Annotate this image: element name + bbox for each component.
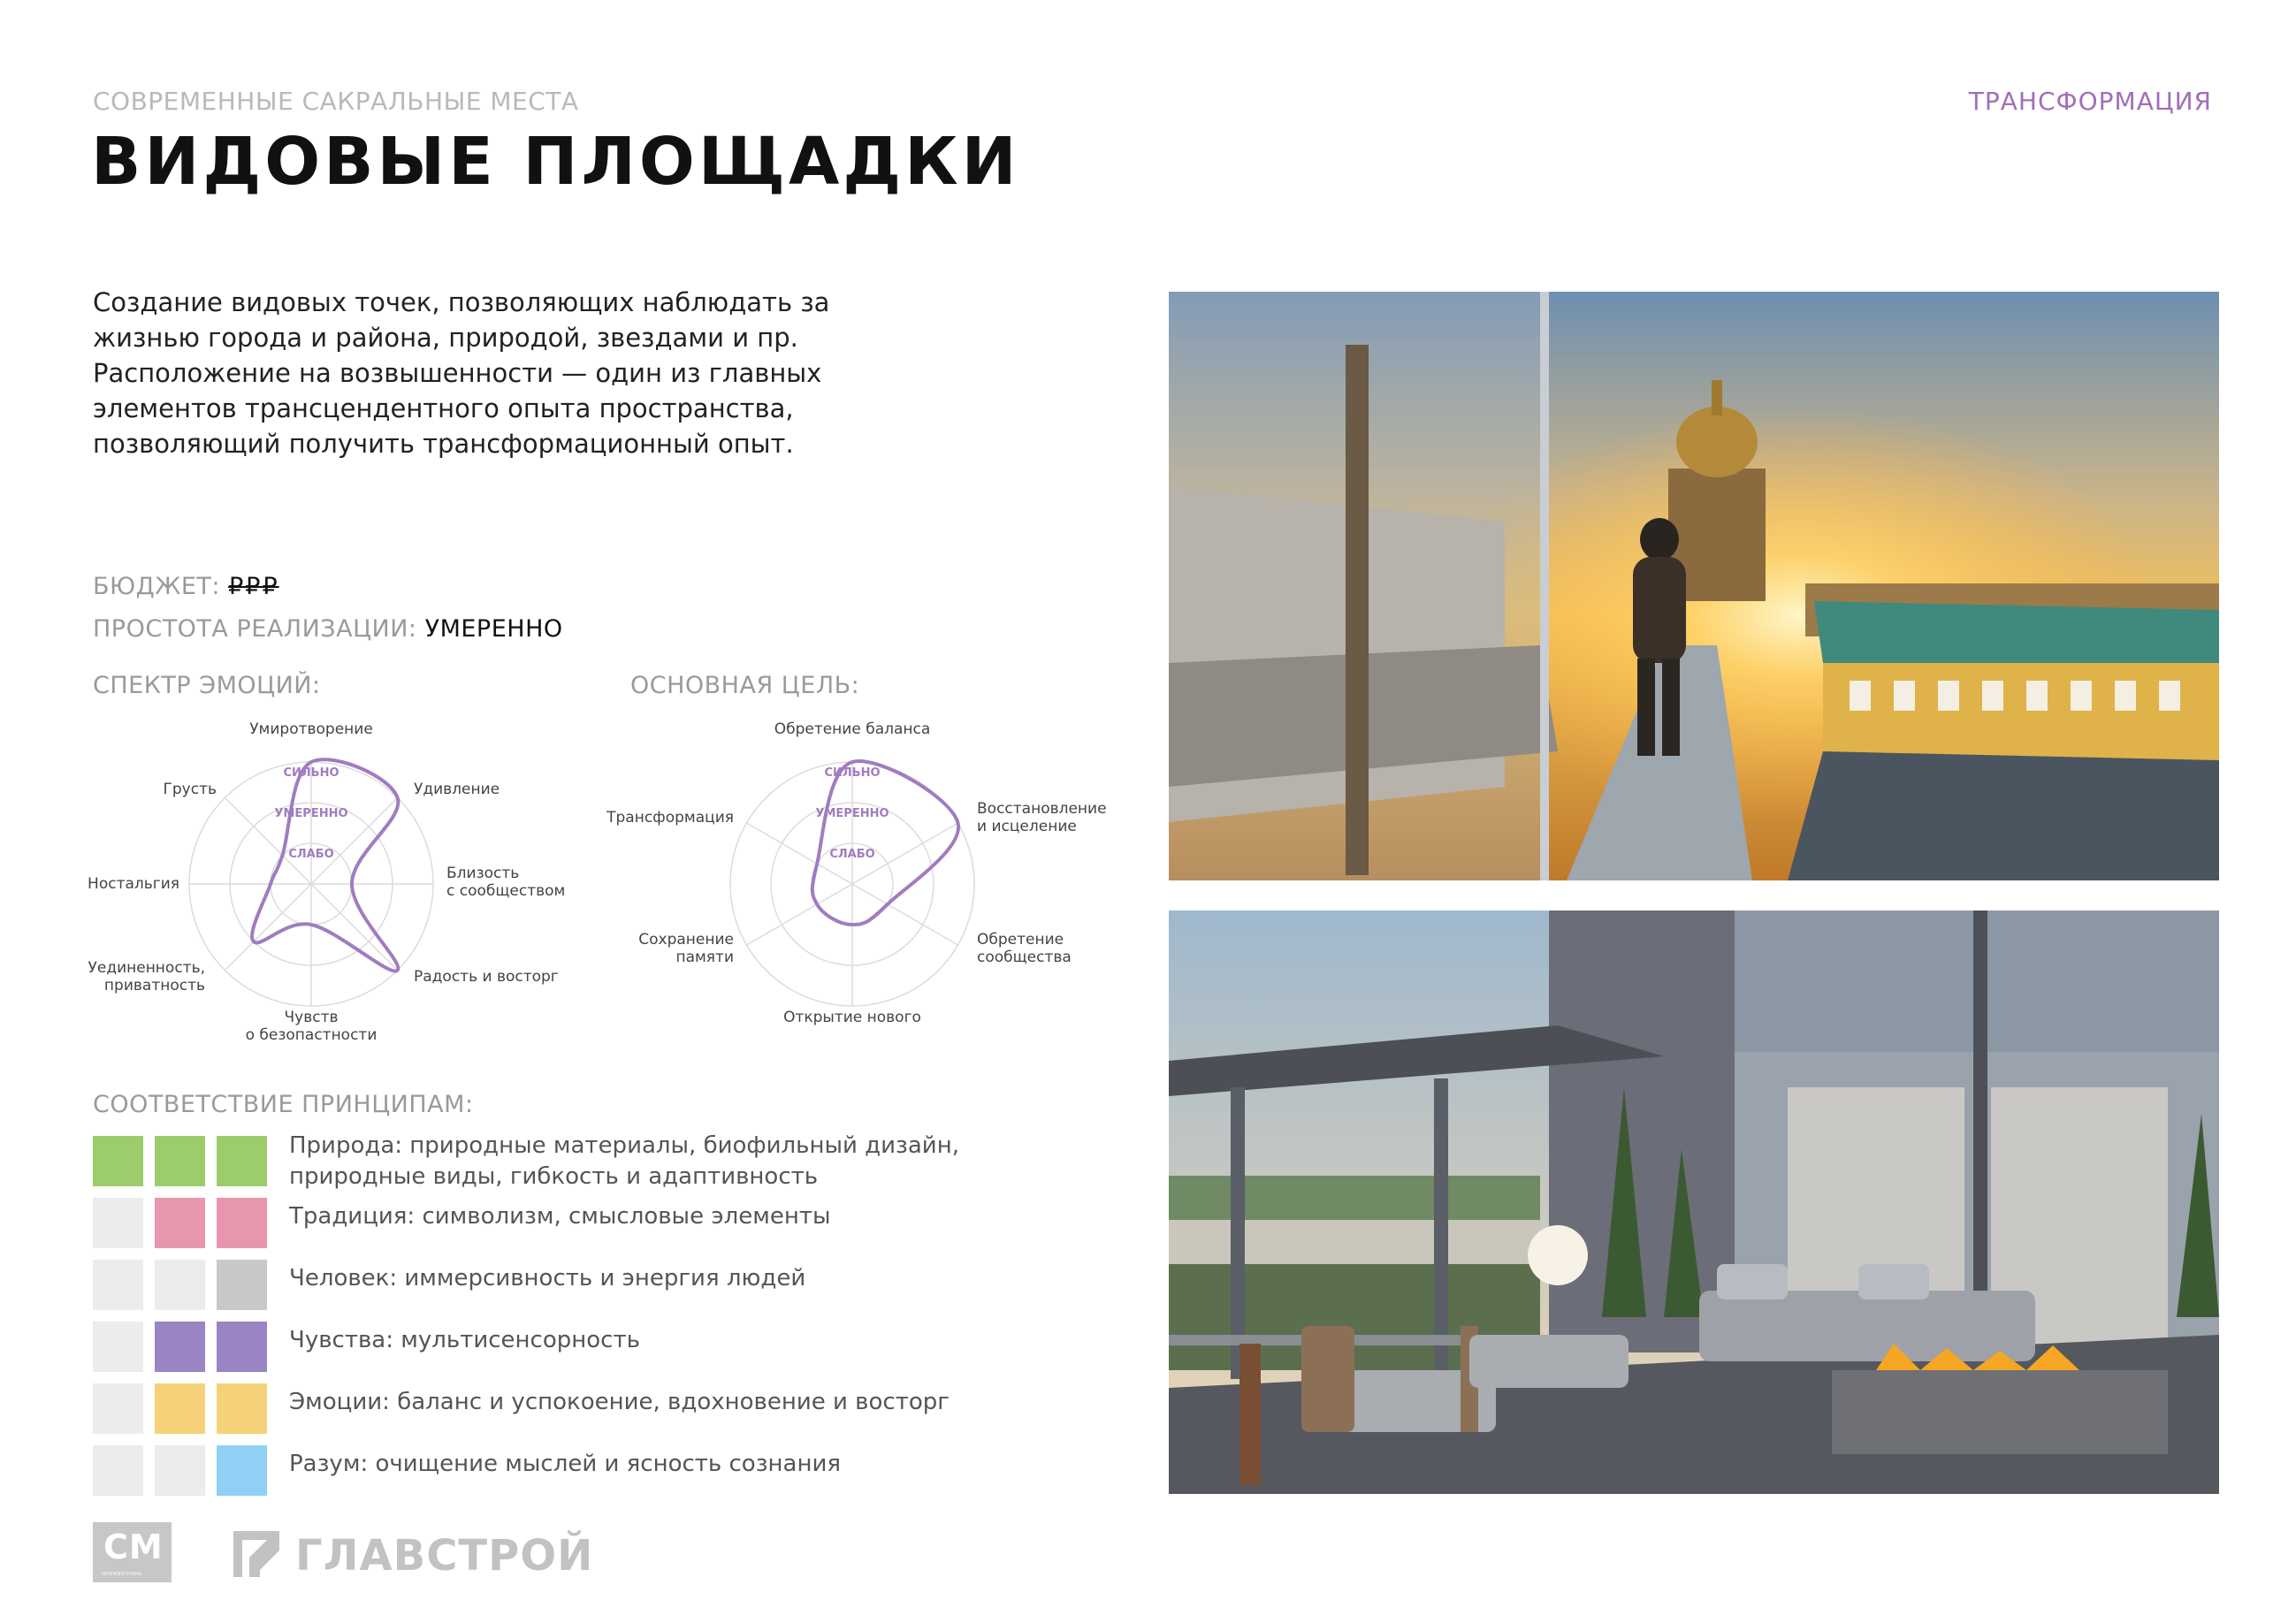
principle-label-line: Природа: природные материалы, биофильный дизайн, bbox=[289, 1132, 959, 1159]
goal-level-label: СИЛЬНО bbox=[824, 766, 881, 780]
emotions-level-label: СЛАБО bbox=[288, 848, 334, 861]
description-text: Создание видовых точек, позволяющих наблюдать за жизнью города и района, природой, звездами и пр. Расположение на возвышенности — один из главных элементов трансцендентного опыта пространства, позволяющий получить трансформационный опыт. bbox=[93, 287, 830, 459]
goal-axis-label: Восстановление и исцеление bbox=[977, 800, 1107, 835]
principle-label-line: Чувства: мультисенсорность bbox=[289, 1327, 640, 1353]
principle-label-line: Традиция: символизм, смысловые элементы bbox=[289, 1203, 831, 1230]
principle-score-square bbox=[93, 1322, 143, 1372]
goal-level-label: СЛАБО bbox=[829, 848, 875, 861]
page-kicker: СОВРЕМЕННЫЕ САКРАЛЬНЫЕ МЕСТА bbox=[93, 87, 579, 116]
principle-label-line: Человек: иммерсивность и энергия людей bbox=[289, 1265, 806, 1292]
emotions-axis-label: Умиротворение bbox=[249, 720, 373, 738]
principle-score-square bbox=[155, 1322, 205, 1372]
principle-score-square bbox=[93, 1136, 143, 1186]
goal-radar-chart bbox=[601, 707, 1132, 1061]
principle-score-square bbox=[155, 1383, 205, 1434]
principle-score-square bbox=[217, 1136, 267, 1186]
principle-score-square bbox=[93, 1198, 143, 1248]
emotions-axis-label: Чувств о безопастности bbox=[245, 1009, 378, 1044]
ease-value: УМЕРЕННО bbox=[424, 615, 563, 643]
principle-label bbox=[289, 1201, 831, 1232]
principle-score-square bbox=[155, 1260, 205, 1310]
ease-line bbox=[93, 615, 563, 643]
goal-axis-label: Открытие нового bbox=[783, 1009, 921, 1026]
principle-label-line: Эмоции: баланс и успокоение, вдохновение и восторг bbox=[289, 1389, 950, 1415]
page-title: ВИДОВЫЕ ПЛОЩАДКИ bbox=[91, 124, 1020, 200]
glavstroy-mark-icon bbox=[233, 1531, 279, 1577]
emotions-axis-label: Грусть bbox=[163, 781, 217, 798]
cm-logo-subtext: INTERNATIONAL bbox=[102, 1572, 143, 1577]
principle-score-square bbox=[155, 1198, 205, 1248]
emotions-level-label: СИЛЬНО bbox=[283, 766, 339, 780]
emotions-chart-title: СПЕКТР ЭМОЦИЙ: bbox=[93, 672, 321, 699]
emotions-axis-label: Ностальгия bbox=[88, 875, 179, 893]
cm-logo-text: CM bbox=[103, 1528, 164, 1566]
principle-label bbox=[289, 1325, 640, 1356]
glavstroy-logo-text: ГЛАВСТРОЙ bbox=[295, 1531, 594, 1581]
emotions-axis-label: Уединенность, приватность bbox=[88, 959, 205, 994]
goal-axis-label: Сохранение памяти bbox=[638, 931, 734, 966]
terrace-lounge-photo bbox=[1169, 911, 2219, 1494]
principle-label-line: природные виды, гибкость и адаптивность bbox=[289, 1163, 819, 1190]
principle-label bbox=[289, 1449, 841, 1480]
budget-value: ₽₽₽ bbox=[228, 573, 279, 600]
principle-score-square bbox=[217, 1445, 267, 1496]
principle-score-square bbox=[217, 1260, 267, 1310]
principle-score-square bbox=[217, 1198, 267, 1248]
rooftop-sunset-photo bbox=[1169, 292, 2219, 880]
goal-axis-label: Трансформация bbox=[606, 809, 734, 827]
principle-score-square bbox=[93, 1383, 143, 1434]
goal-axis-label: Обретение баланса bbox=[774, 720, 931, 738]
emotions-radar-chart bbox=[53, 707, 601, 1061]
principle-score-square bbox=[93, 1445, 143, 1496]
emotions-level-label: УМЕРЕННО bbox=[274, 807, 348, 820]
cm-logo bbox=[93, 1522, 172, 1582]
emotions-series-shape bbox=[252, 759, 398, 971]
emotions-spoke bbox=[225, 884, 311, 971]
principle-score-square bbox=[217, 1322, 267, 1372]
section-label: ТРАНСФОРМАЦИЯ bbox=[1968, 87, 2212, 116]
goal-spoke bbox=[746, 884, 852, 945]
principle-score-square bbox=[155, 1445, 205, 1496]
principle-score-square bbox=[217, 1383, 267, 1434]
emotions-axis-label: Удивление bbox=[414, 781, 500, 798]
principle-label bbox=[289, 1131, 959, 1192]
emotions-axis-label: Радость и восторг bbox=[414, 968, 559, 986]
principle-label-line: Разум: очищение мыслей и ясность сознания bbox=[289, 1451, 842, 1477]
ease-label: ПРОСТОТА РЕАЛИЗАЦИИ: bbox=[93, 615, 417, 643]
principles-title: СООТВЕТСТВИЕ ПРИНЦИПАМ: bbox=[93, 1091, 474, 1118]
principle-label bbox=[289, 1387, 950, 1418]
principle-label bbox=[289, 1263, 805, 1294]
goal-series-shape bbox=[812, 761, 958, 925]
goal-chart-title: ОСНОВНАЯ ЦЕЛЬ: bbox=[630, 672, 860, 699]
budget-label: БЮДЖЕТ: bbox=[93, 573, 220, 600]
budget-line bbox=[93, 573, 279, 600]
goal-axis-label: Обретение сообщества bbox=[977, 931, 1072, 966]
principle-score-square bbox=[155, 1136, 205, 1186]
principle-score-square bbox=[93, 1260, 143, 1310]
emotions-axis-label: Близость с сообществом bbox=[446, 865, 566, 900]
goal-spoke bbox=[852, 884, 958, 945]
goal-level-label: УМЕРЕННО bbox=[815, 807, 889, 820]
